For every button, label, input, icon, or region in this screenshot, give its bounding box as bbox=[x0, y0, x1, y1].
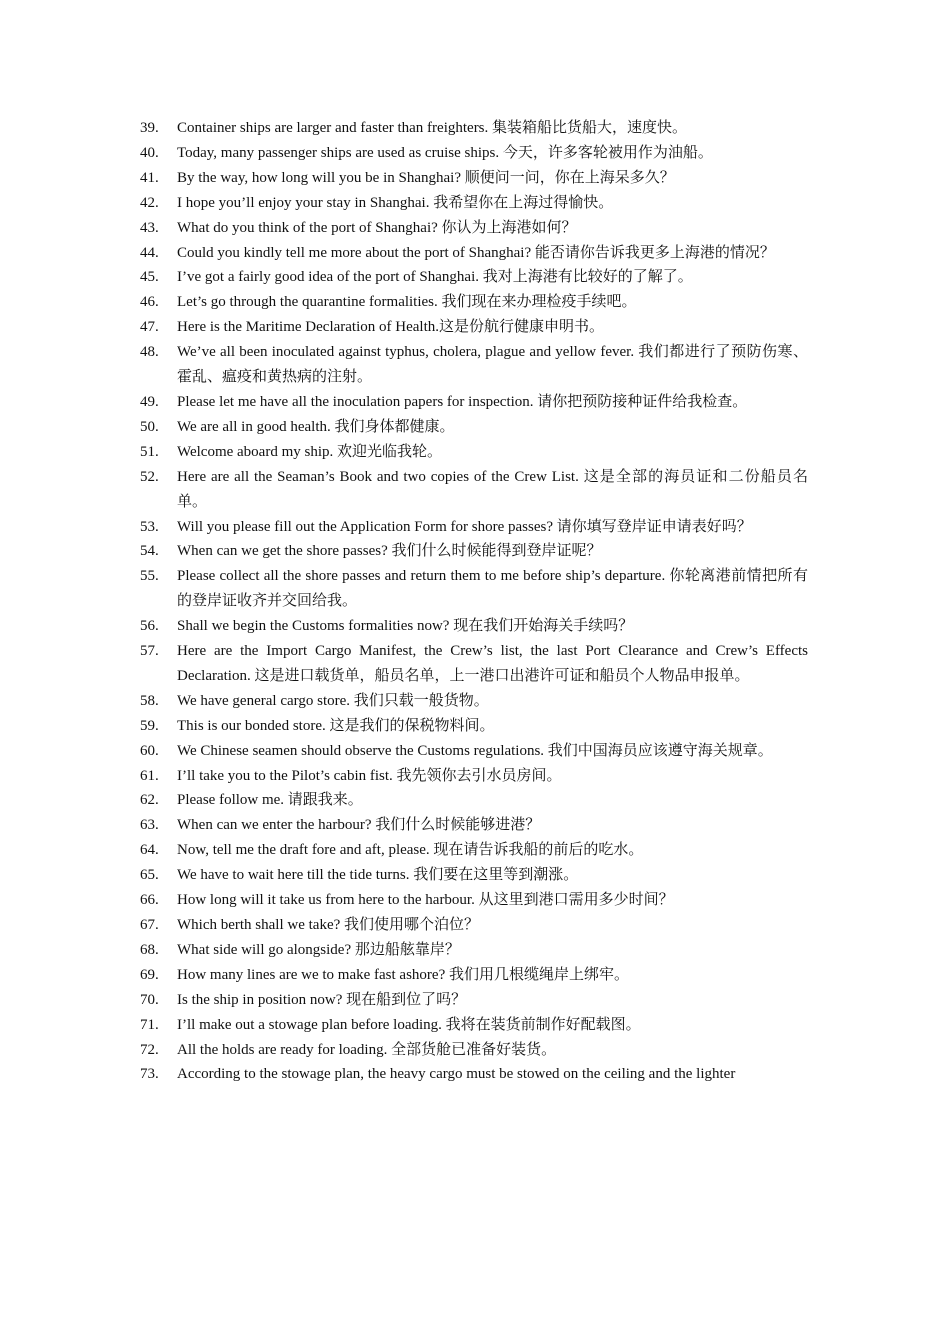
list-item bbox=[140, 1038, 808, 1063]
item-number: 63. bbox=[140, 817, 159, 834]
item-text: By the way, how long will you be in Shanghai? 顺便问一问，你在上海呆多久？ bbox=[177, 169, 675, 186]
list-item bbox=[140, 166, 808, 191]
item-text: I’ve got a fairly good idea of the port of Shanghai. 我对上海港有比较好的了解了。 bbox=[177, 269, 693, 286]
item-text: When can we get the shore passes? 我们什么时候能得到登岸证呢？ bbox=[177, 543, 602, 560]
item-number: 71. bbox=[140, 1016, 159, 1033]
item-text: How long will it take us from here to the harbour. 从这里到港口需用多少时间？ bbox=[177, 892, 674, 909]
item-text: What side will go alongside? 那边船舷靠岸？ bbox=[177, 941, 460, 958]
item-number: 45. bbox=[140, 269, 159, 286]
item-number: 73. bbox=[140, 1066, 159, 1083]
list-item bbox=[140, 440, 808, 465]
list-item bbox=[140, 315, 808, 340]
item-text: Will you please fill out the Application Form for shore passes? 请你填写登岸证申请表好吗？ bbox=[177, 518, 752, 535]
list-item bbox=[140, 863, 808, 888]
item-number: 41. bbox=[140, 169, 159, 186]
item-number: 49. bbox=[140, 393, 159, 410]
item-number: 55. bbox=[140, 568, 159, 585]
list-item bbox=[140, 838, 808, 863]
item-text: When can we enter the harbour? 我们什么时候能够进港？ bbox=[177, 817, 541, 834]
item-number: 46. bbox=[140, 294, 159, 311]
item-number: 62. bbox=[140, 792, 159, 809]
item-text: I’ll make out a stowage plan before loading. 我将在装货前制作好配载图。 bbox=[177, 1016, 641, 1033]
list-item bbox=[140, 938, 808, 963]
list-item bbox=[140, 1062, 808, 1087]
item-number: 68. bbox=[140, 941, 159, 958]
list-item bbox=[140, 415, 808, 440]
item-text: Could you kindly tell me more about the port of Shanghai? 能否请你告诉我更多上海港的情况？ bbox=[177, 244, 775, 261]
list-item bbox=[140, 191, 808, 216]
item-text: Which berth shall we take? 我们使用哪个泊位？ bbox=[177, 917, 480, 933]
list-item bbox=[140, 614, 808, 639]
item-number: 43. bbox=[140, 219, 159, 236]
item-number: 40. bbox=[140, 144, 159, 161]
item-number: 50. bbox=[140, 418, 159, 435]
item-number: 64. bbox=[140, 842, 159, 859]
list-item bbox=[140, 241, 808, 266]
item-number: 53. bbox=[140, 518, 159, 535]
list-item bbox=[140, 465, 808, 515]
item-text: Shall we begin the Customs formalities now? 现在我们开始海关手续吗？ bbox=[177, 618, 634, 635]
item-number: 67. bbox=[140, 917, 159, 933]
item-text: Here are the Import Cargo Manifest, the Crew’s list, the last Port Clearance and Crew’s Effects Declaration. 这是进口载货单，船员名单，上一港口出港许可证和船员个人物品申报单。 bbox=[177, 643, 808, 684]
item-text: All the holds are ready for loading. 全部货舱已准备好装货。 bbox=[177, 1041, 557, 1058]
item-number: 47. bbox=[140, 319, 159, 336]
list-item bbox=[140, 788, 808, 813]
item-text: Container ships are larger and faster than freighters. 集装箱船比货船大，速度快。 bbox=[177, 120, 688, 136]
list-item bbox=[140, 714, 808, 739]
list-item bbox=[140, 539, 808, 564]
item-text: We Chinese seamen should observe the Customs regulations. 我们中国海员应该遵守海关规章。 bbox=[177, 742, 773, 759]
list-item bbox=[140, 340, 808, 390]
item-text: We are all in good health. 我们身体都健康。 bbox=[177, 418, 455, 435]
item-number: 39. bbox=[140, 120, 159, 136]
item-number: 42. bbox=[140, 194, 159, 211]
item-number: 58. bbox=[140, 692, 159, 709]
item-number: 60. bbox=[140, 742, 159, 759]
item-number: 69. bbox=[140, 966, 159, 983]
item-number: 59. bbox=[140, 717, 159, 734]
item-text: How many lines are we to make fast ashore? 我们用几根缆绳岸上绑牢。 bbox=[177, 966, 629, 983]
item-text: According to the stowage plan, the heavy cargo must be stowed on the ceiling and the lighter bbox=[177, 1066, 736, 1083]
list-item bbox=[140, 739, 808, 764]
item-text: This is our bonded store. 这是我们的保税物料间。 bbox=[177, 717, 495, 734]
list-item bbox=[140, 116, 808, 141]
list-item bbox=[140, 988, 808, 1013]
item-text: Please let me have all the inoculation papers for inspection. 请你把预防接种证件给我检查。 bbox=[177, 393, 748, 410]
item-text: We’ve all been inoculated against typhus, cholera, plague and yellow fever. 我们都进行了预防伤寒、霍乱、瘟疫和黄热病的注射。 bbox=[177, 344, 808, 386]
list-item bbox=[140, 963, 808, 988]
list-item bbox=[140, 1013, 808, 1038]
item-text: Today, many passenger ships are used as cruise ships. 今天，许多客轮被用作为油船。 bbox=[177, 144, 713, 161]
item-text: I hope you’ll enjoy your stay in Shanghai. 我希望你在上海过得愉快。 bbox=[177, 194, 614, 211]
item-number: 72. bbox=[140, 1041, 159, 1058]
list-item bbox=[140, 913, 808, 938]
list-item bbox=[140, 216, 808, 241]
list-item bbox=[140, 764, 808, 789]
item-text: Welcome aboard my ship. 欢迎光临我轮。 bbox=[177, 443, 442, 460]
item-number: 51. bbox=[140, 443, 159, 460]
item-number: 56. bbox=[140, 618, 159, 635]
item-number: 70. bbox=[140, 991, 159, 1008]
item-number: 66. bbox=[140, 892, 159, 909]
item-number: 44. bbox=[140, 244, 159, 261]
item-text: Let’s go through the quarantine formalities. 我们现在来办理检疫手续吧。 bbox=[177, 294, 637, 311]
item-text: I’ll take you to the Pilot’s cabin fist. 我先领你去引水员房间。 bbox=[177, 767, 562, 784]
item-number: 54. bbox=[140, 543, 159, 560]
list-item bbox=[140, 888, 808, 913]
item-text: Please collect all the shore passes and return them to me before ship’s departure. 你轮离港前情把所有的登岸证收齐并交回给我。 bbox=[177, 568, 808, 610]
item-number: 65. bbox=[140, 867, 159, 884]
item-number: 48. bbox=[140, 344, 159, 361]
item-number: 57. bbox=[140, 643, 159, 660]
list-item bbox=[140, 141, 808, 166]
item-text: We have to wait here till the tide turns. 我们要在这里等到潮涨。 bbox=[177, 867, 579, 884]
list-item bbox=[140, 813, 808, 838]
item-number: 61. bbox=[140, 767, 159, 784]
item-text: Here is the Maritime Declaration of Health.这是份航行健康申明书。 bbox=[177, 319, 604, 336]
item-text: What do you think of the port of Shanghai? 你认为上海港如何？ bbox=[177, 219, 577, 236]
list-item bbox=[140, 689, 808, 714]
list-item bbox=[140, 515, 808, 540]
item-text: Please follow me. 请跟我来。 bbox=[177, 792, 363, 809]
list-item bbox=[140, 564, 808, 614]
item-text: Here are all the Seaman’s Book and two copies of the Crew List. 这是全部的海员证和二份船员名单。 bbox=[177, 468, 808, 510]
list-item bbox=[140, 265, 808, 290]
item-text: Now, tell me the draft fore and aft, please. 现在请告诉我船的前后的吃水。 bbox=[177, 842, 644, 859]
list-item bbox=[140, 290, 808, 315]
item-text: We have general cargo store. 我们只载一般货物。 bbox=[177, 692, 489, 709]
item-text: Is the ship in position now? 现在船到位了吗？ bbox=[177, 991, 467, 1008]
list-item bbox=[140, 639, 808, 689]
list-item bbox=[140, 390, 808, 415]
item-number: 52. bbox=[140, 468, 159, 485]
sentence-list bbox=[140, 116, 808, 1087]
